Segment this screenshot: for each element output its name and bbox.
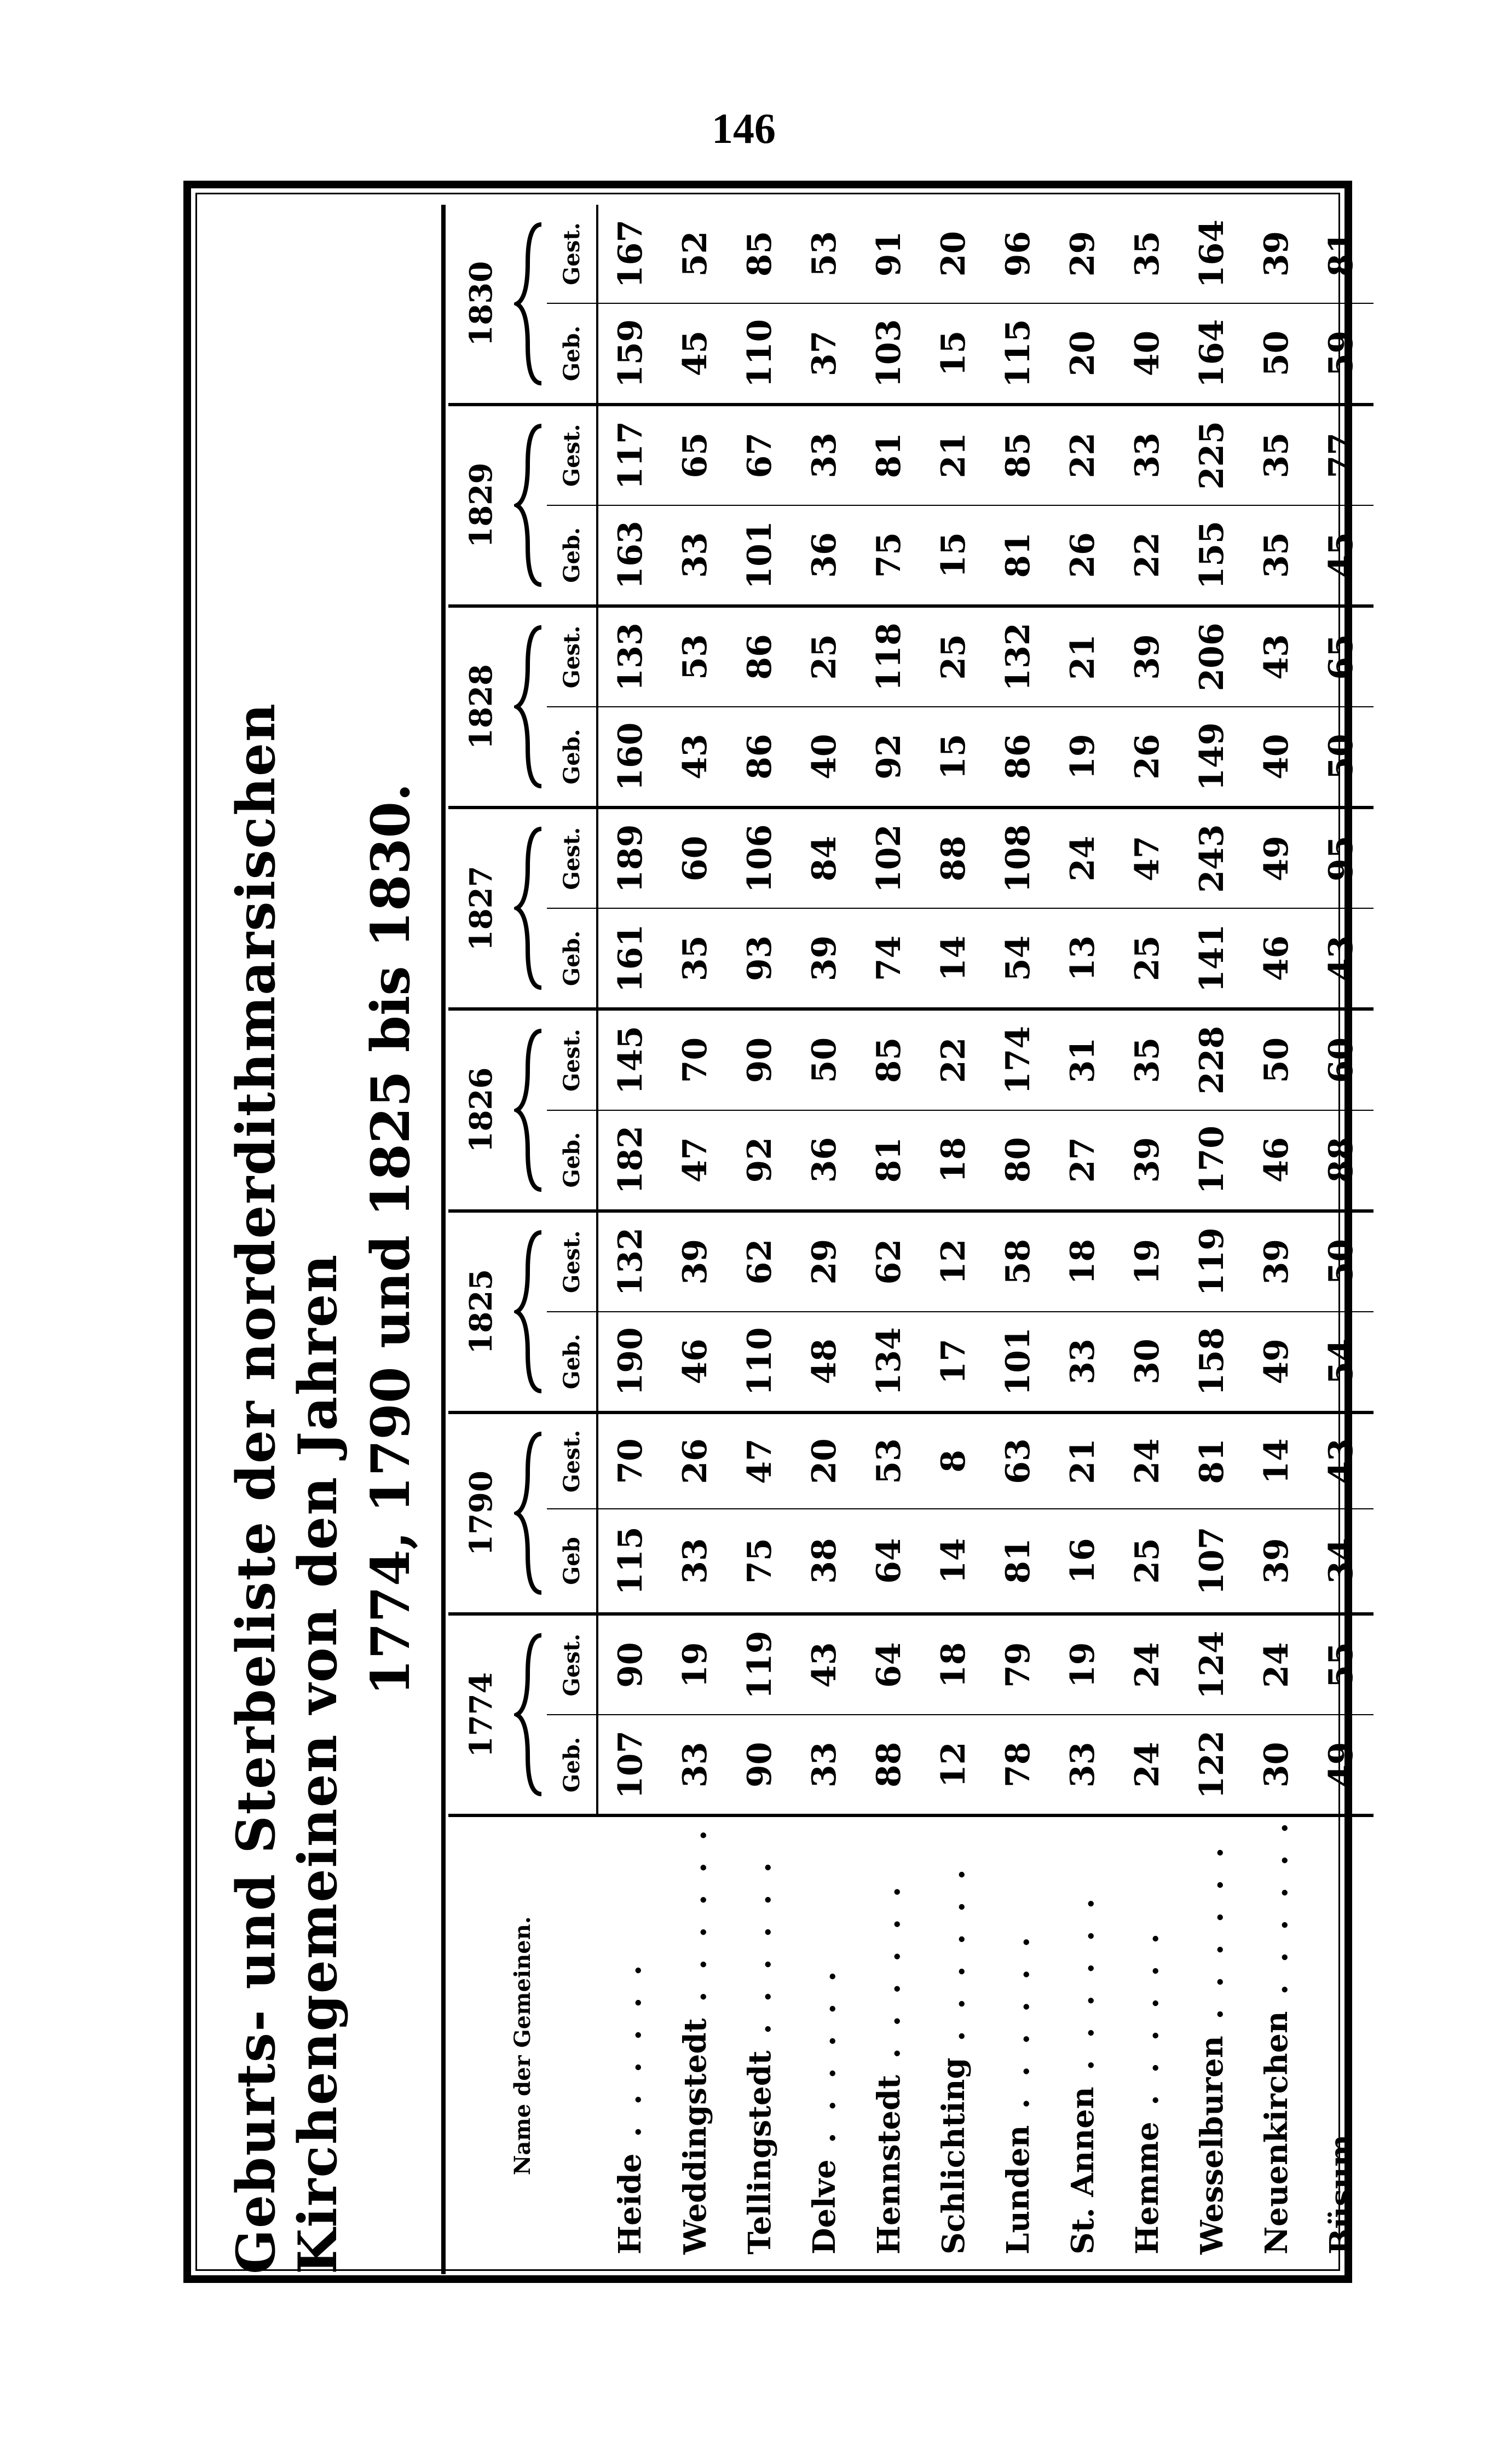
deaths-value: 19	[1051, 1614, 1115, 1715]
births-value: 64	[857, 1509, 921, 1614]
rotated-table-content	[191, 188, 1360, 2291]
year-header-1827: 1827	[448, 808, 514, 1009]
births-value: 134	[857, 1312, 921, 1412]
table-row	[1244, 205, 1309, 2274]
year-header-1830: 1830	[448, 205, 514, 405]
deaths-value: 31	[1051, 1009, 1115, 1110]
deaths-value: 25	[921, 606, 986, 707]
births-subheader: Geb	[547, 1509, 597, 1614]
deaths-value: 108	[986, 808, 1051, 908]
parish-name-text: Delve	[806, 2159, 842, 2254]
deaths-value: 91	[857, 205, 921, 303]
page-number: 146	[712, 105, 776, 152]
deaths-value: 58	[986, 1211, 1051, 1312]
table-body	[597, 205, 1374, 2274]
births-value: 46	[663, 1312, 728, 1412]
births-value: 122	[1180, 1715, 1244, 1815]
deaths-subheader: Gest.	[547, 205, 597, 303]
deaths-value: 39	[1244, 205, 1309, 303]
deaths-value: 86	[728, 606, 792, 707]
births-subheader: Geb.	[547, 707, 597, 808]
parish-name	[857, 1815, 921, 2274]
deaths-value: 79	[986, 1614, 1051, 1715]
births-value: 115	[986, 303, 1051, 404]
table-row	[857, 205, 921, 2274]
deaths-value: 85	[728, 205, 792, 303]
deaths-value: 53	[792, 205, 857, 303]
births-value: 33	[1051, 1312, 1115, 1412]
parish-name-text: Schlichting	[936, 2057, 972, 2254]
deaths-value: 70	[597, 1412, 663, 1509]
births-value: 163	[597, 505, 663, 606]
parish-name-text: Lunden	[1000, 2125, 1036, 2254]
leader-dots: . . . . . .	[1065, 1893, 1101, 2087]
parish-name	[792, 1815, 857, 2274]
births-value: 59	[1309, 303, 1374, 404]
births-value: 33	[663, 505, 728, 606]
deaths-value: 47	[1115, 808, 1180, 908]
births-value: 164	[1180, 303, 1244, 404]
deaths-value: 133	[597, 606, 663, 707]
births-value: 46	[1244, 1110, 1309, 1211]
births-value: 49	[1244, 1312, 1309, 1412]
deaths-value: 63	[986, 1412, 1051, 1509]
births-value: 26	[1051, 505, 1115, 606]
births-value: 38	[792, 1509, 857, 1614]
table-row	[728, 205, 792, 2274]
deaths-value: 50	[1309, 1211, 1374, 1312]
table-row	[921, 205, 986, 2274]
deaths-subheader: Gest.	[547, 1211, 597, 1312]
brace-icon	[514, 606, 547, 808]
births-value: 90	[728, 1715, 792, 1815]
deaths-value: 132	[986, 606, 1051, 707]
deaths-value: 21	[1051, 1412, 1115, 1509]
births-value: 190	[597, 1312, 663, 1412]
deaths-value: 70	[663, 1009, 728, 1110]
deaths-value: 81	[857, 405, 921, 505]
parish-name-text: Neuenkirchen	[1259, 2011, 1295, 2254]
deaths-value: 39	[1115, 606, 1180, 707]
year-header-1826: 1826	[448, 1009, 514, 1210]
deaths-value: 55	[1309, 1614, 1374, 1715]
births-value: 107	[597, 1715, 663, 1815]
deaths-value: 81	[1309, 205, 1374, 303]
deaths-value: 117	[597, 405, 663, 505]
parish-name	[1180, 1815, 1244, 2274]
deaths-value: 118	[857, 606, 921, 707]
parish-name	[597, 1815, 663, 2274]
births-value: 93	[728, 908, 792, 1009]
deaths-value: 22	[921, 1009, 986, 1110]
leader-dots: . . . . . .	[936, 1864, 972, 2058]
leader-dots: . . . . . .	[1194, 1842, 1230, 2036]
births-subheader: Geb.	[547, 1715, 597, 1815]
births-subheader: Geb.	[547, 303, 597, 404]
deaths-value: 33	[792, 405, 857, 505]
deaths-subheader: Gest.	[547, 1614, 597, 1715]
deaths-value: 88	[921, 808, 986, 908]
deaths-subheader: Gest.	[547, 808, 597, 908]
births-value: 103	[857, 303, 921, 404]
deaths-value: 95	[1309, 808, 1374, 908]
births-value: 16	[1051, 1509, 1115, 1614]
parish-name-text: Büsum	[1323, 2134, 1359, 2254]
parish-name-text: Hennstedt	[871, 2074, 907, 2254]
births-value: 26	[1115, 707, 1180, 808]
deaths-subheader: Gest.	[547, 1009, 597, 1110]
births-value: 15	[921, 707, 986, 808]
leader-dots: . . . . . .	[742, 1856, 778, 2051]
deaths-value: 43	[792, 1614, 857, 1715]
births-value: 39	[1244, 1509, 1309, 1614]
deaths-value: 50	[792, 1009, 857, 1110]
deaths-value: 132	[597, 1211, 663, 1312]
parish-name-text: Weddingstedt	[677, 2018, 713, 2254]
births-value: 92	[857, 707, 921, 808]
births-value: 48	[792, 1312, 857, 1412]
deaths-value: 189	[597, 808, 663, 908]
birth-death-table	[448, 205, 1374, 2274]
births-value: 27	[1051, 1110, 1115, 1211]
leader-dots: . . . . . .	[677, 1824, 713, 2019]
births-value: 160	[597, 707, 663, 808]
births-value: 45	[663, 303, 728, 404]
births-value: 141	[1180, 908, 1244, 1009]
births-subheader: Geb.	[547, 505, 597, 606]
deaths-value: 85	[986, 405, 1051, 505]
deaths-value: 62	[728, 1211, 792, 1312]
births-value: 12	[921, 1715, 986, 1815]
deaths-value: 26	[663, 1412, 728, 1509]
table-row	[663, 205, 728, 2274]
deaths-value: 50	[1244, 1009, 1309, 1110]
leader-dots: . . . . . .	[806, 1965, 842, 2160]
deaths-value: 14	[1244, 1412, 1309, 1509]
deaths-value: 106	[728, 808, 792, 908]
births-value: 45	[1309, 505, 1374, 606]
parish-name	[1115, 1815, 1180, 2274]
births-value: 17	[921, 1312, 986, 1412]
births-value: 14	[921, 908, 986, 1009]
year-header-1829: 1829	[448, 405, 514, 606]
births-value: 30	[1115, 1312, 1180, 1412]
births-value: 149	[1180, 707, 1244, 808]
deaths-value: 225	[1180, 405, 1244, 505]
births-value: 40	[1244, 707, 1309, 808]
table-row	[1051, 205, 1115, 2274]
brace-icon	[514, 405, 547, 606]
births-value: 49	[1309, 1715, 1374, 1815]
deaths-value: 65	[1309, 606, 1374, 707]
deaths-value: 20	[792, 1412, 857, 1509]
year-header-1774: 1774	[448, 1614, 514, 1815]
table-row	[1309, 205, 1374, 2274]
births-value: 40	[1115, 303, 1180, 404]
births-value: 18	[921, 1110, 986, 1211]
deaths-value: 21	[921, 405, 986, 505]
deaths-value: 84	[792, 808, 857, 908]
title-line-2: 1774, 1790 und 1825 bis 1830.	[359, 783, 422, 1696]
deaths-value: 35	[1244, 405, 1309, 505]
births-value: 81	[986, 1509, 1051, 1614]
deaths-value: 62	[857, 1211, 921, 1312]
title-line-1: Geburts- und Sterbeliste der norderdithmarsischen Kirchengemeinen von den Jahren	[224, 702, 349, 2274]
deaths-value: 164	[1180, 205, 1244, 303]
births-value: 19	[1051, 707, 1115, 808]
parish-name	[921, 1815, 986, 2274]
deaths-value: 8	[921, 1412, 986, 1509]
year-header-1828: 1828	[448, 606, 514, 808]
births-value: 88	[857, 1715, 921, 1815]
births-value: 34	[1309, 1509, 1374, 1614]
births-value: 43	[1309, 908, 1374, 1009]
births-value: 161	[597, 908, 663, 1009]
deaths-subheader: Gest.	[547, 405, 597, 505]
deaths-subheader: Gest.	[547, 1412, 597, 1509]
deaths-value: 20	[921, 205, 986, 303]
deaths-value: 35	[1115, 1009, 1180, 1110]
births-value: 101	[986, 1312, 1051, 1412]
births-value: 25	[1115, 1509, 1180, 1614]
deaths-value: 167	[597, 205, 663, 303]
leader-dots: . . . . . .	[1323, 1940, 1359, 2135]
births-subheader: Geb.	[547, 1312, 597, 1412]
births-value: 33	[663, 1715, 728, 1815]
births-value: 36	[792, 505, 857, 606]
births-value: 86	[728, 707, 792, 808]
deaths-value: 21	[1051, 606, 1115, 707]
births-value: 33	[792, 1715, 857, 1815]
deaths-value: 77	[1309, 405, 1374, 505]
births-value: 110	[728, 303, 792, 404]
table-row	[1180, 205, 1244, 2274]
births-value: 81	[857, 1110, 921, 1211]
brace-icon	[514, 205, 547, 405]
table-row	[792, 205, 857, 2274]
births-value: 37	[792, 303, 857, 404]
deaths-subheader: Gest.	[547, 606, 597, 707]
table-frame	[183, 181, 1360, 2283]
deaths-value: 102	[857, 808, 921, 908]
year-header-row	[448, 205, 514, 2274]
deaths-value: 81	[1180, 1412, 1244, 1509]
deaths-value: 12	[921, 1211, 986, 1312]
deaths-value: 53	[663, 606, 728, 707]
births-value: 88	[1309, 1110, 1374, 1211]
births-value: 75	[728, 1509, 792, 1614]
deaths-value: 243	[1180, 808, 1244, 908]
births-subheader: Geb.	[547, 908, 597, 1009]
births-value: 39	[792, 908, 857, 1009]
births-value: 80	[986, 1110, 1051, 1211]
births-value: 170	[1180, 1110, 1244, 1211]
leader-dots: . . . . . .	[612, 1959, 648, 2154]
births-value: 54	[986, 908, 1051, 1009]
births-value: 159	[597, 303, 663, 404]
brace-icon	[514, 1412, 547, 1614]
deaths-value: 24	[1244, 1614, 1309, 1715]
deaths-value: 18	[921, 1614, 986, 1715]
deaths-value: 49	[1244, 808, 1309, 908]
parish-name	[728, 1815, 792, 2274]
year-header-1790: 1790	[448, 1412, 514, 1614]
deaths-value: 53	[857, 1412, 921, 1509]
births-value: 78	[986, 1715, 1051, 1815]
deaths-value: 29	[792, 1211, 857, 1312]
births-value: 155	[1180, 505, 1244, 606]
parish-name	[1051, 1815, 1115, 2274]
births-value: 54	[1309, 1312, 1374, 1412]
births-value: 36	[792, 1110, 857, 1211]
births-value: 92	[728, 1110, 792, 1211]
parish-name-text: St. Annen	[1065, 2086, 1101, 2254]
births-value: 15	[921, 303, 986, 404]
deaths-value: 39	[663, 1211, 728, 1312]
deaths-value: 119	[1180, 1211, 1244, 1312]
deaths-value: 65	[663, 405, 728, 505]
births-value: 107	[1180, 1509, 1244, 1614]
deaths-value: 33	[1115, 405, 1180, 505]
births-value: 13	[1051, 908, 1115, 1009]
parish-name-text: Heide	[612, 2153, 648, 2254]
births-value: 110	[728, 1312, 792, 1412]
deaths-value: 24	[1051, 808, 1115, 908]
deaths-value: 22	[1051, 405, 1115, 505]
births-value: 39	[1115, 1110, 1180, 1211]
births-value: 74	[857, 908, 921, 1009]
parish-name-text: Hemme	[1129, 2121, 1165, 2254]
births-value: 35	[663, 908, 728, 1009]
parish-name	[986, 1815, 1051, 2274]
table-row	[1115, 205, 1180, 2274]
parish-name-text: Tellingstedt	[742, 2050, 778, 2254]
leader-dots: . . . . . .	[1000, 1931, 1036, 2125]
deaths-value: 124	[1180, 1614, 1244, 1715]
births-value: 46	[1244, 908, 1309, 1009]
births-value: 15	[921, 505, 986, 606]
deaths-value: 67	[728, 405, 792, 505]
deaths-value: 43	[1244, 606, 1309, 707]
births-value: 86	[986, 707, 1051, 808]
births-value: 20	[1051, 303, 1115, 404]
year-header-1825: 1825	[448, 1211, 514, 1412]
parish-name-text: Wesselburen	[1194, 2035, 1230, 2254]
deaths-value: 24	[1115, 1614, 1180, 1715]
table-title	[205, 205, 446, 2274]
deaths-value: 18	[1051, 1211, 1115, 1312]
births-value: 101	[728, 505, 792, 606]
deaths-value: 19	[663, 1614, 728, 1715]
births-value: 81	[986, 505, 1051, 606]
deaths-value: 145	[597, 1009, 663, 1110]
table-row	[597, 205, 663, 2274]
deaths-value: 90	[728, 1009, 792, 1110]
births-value: 33	[663, 1509, 728, 1614]
deaths-value: 64	[857, 1614, 921, 1715]
parish-name	[1309, 1815, 1374, 2274]
deaths-value: 29	[1051, 205, 1115, 303]
name-column-header: Name der Gemeinen.	[448, 1815, 597, 2274]
births-value: 25	[1115, 908, 1180, 1009]
deaths-value: 39	[1244, 1211, 1309, 1312]
births-value: 22	[1115, 505, 1180, 606]
deaths-value: 85	[857, 1009, 921, 1110]
leader-dots: . . . . . .	[1129, 1928, 1165, 2122]
births-value: 182	[597, 1110, 663, 1211]
births-value: 50	[1309, 707, 1374, 808]
births-value: 14	[921, 1509, 986, 1614]
births-value: 33	[1051, 1715, 1115, 1815]
deaths-value: 119	[728, 1614, 792, 1715]
deaths-value: 47	[728, 1412, 792, 1509]
brace-icon	[514, 1211, 547, 1412]
deaths-value: 19	[1115, 1211, 1180, 1312]
brace-icon	[514, 1009, 547, 1210]
births-value: 40	[792, 707, 857, 808]
brace-icon	[514, 1614, 547, 1815]
deaths-value: 25	[792, 606, 857, 707]
births-value: 158	[1180, 1312, 1244, 1412]
parish-name	[663, 1815, 728, 2274]
births-value: 115	[597, 1509, 663, 1614]
deaths-value: 24	[1115, 1412, 1180, 1509]
births-value: 47	[663, 1110, 728, 1211]
births-subheader: Geb.	[547, 1110, 597, 1211]
table-row	[986, 205, 1051, 2274]
births-value: 35	[1244, 505, 1309, 606]
births-value: 30	[1244, 1715, 1309, 1815]
parish-name	[1244, 1815, 1309, 2274]
births-value: 50	[1244, 303, 1309, 404]
deaths-value: 206	[1180, 606, 1244, 707]
deaths-value: 90	[597, 1614, 663, 1715]
deaths-value: 174	[986, 1009, 1051, 1110]
deaths-value: 35	[1115, 205, 1180, 303]
leader-dots: . . . . . .	[871, 1881, 907, 2075]
brace-icon	[514, 808, 547, 1009]
births-value: 75	[857, 505, 921, 606]
deaths-value: 60	[1309, 1009, 1374, 1110]
births-value: 43	[663, 707, 728, 808]
leader-dots: . . . . . .	[1259, 1817, 1295, 2011]
deaths-value: 43	[1309, 1412, 1374, 1509]
deaths-value: 228	[1180, 1009, 1244, 1110]
deaths-value: 52	[663, 205, 728, 303]
deaths-value: 96	[986, 205, 1051, 303]
births-value: 24	[1115, 1715, 1180, 1815]
deaths-value: 60	[663, 808, 728, 908]
